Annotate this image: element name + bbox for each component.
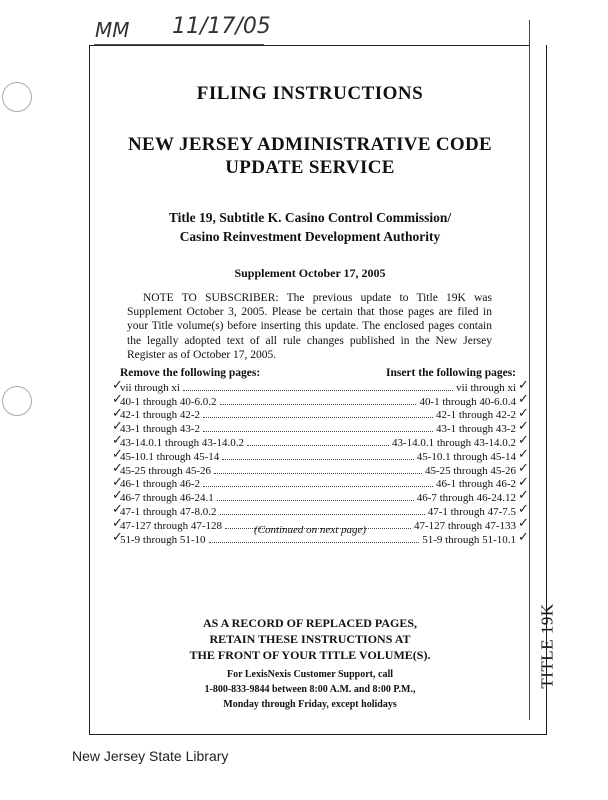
insert-pages-cell: vii through xi [456,381,516,394]
check-mark-icon: ✓ [112,433,123,449]
remove-pages-cell: 46-1 through 46-2 [120,478,201,491]
spine-tab [533,600,563,692]
remove-pages-cell: 47-1 through 47-8.0.2 [120,505,217,518]
remove-pages-cell: 43-14.0.1 through 43-14.0.2 [120,436,245,449]
remove-pages-cell: 46-7 through 46-24.1 [120,492,214,505]
dot-leader [220,514,425,515]
pages-table-header [120,367,516,379]
code-title-line2: UPDATE SERVICE [225,157,395,178]
insert-pages-header: Insert the following pages: [385,367,516,379]
dot-leader [222,459,413,460]
dot-leader [209,542,420,543]
insert-pages-cell: 51-9 through 51-10.1 [422,533,516,546]
check-mark-icon: ✓ [112,460,123,476]
check-mark-icon: ✓ [518,391,529,407]
table-row [120,435,516,449]
remove-pages-cell: 47-127 through 47-128 [120,519,223,532]
check-mark-icon: ✓ [112,516,123,531]
dot-leader [220,404,417,405]
remove-pages-header: Remove the following pages: [120,367,261,379]
remove-pages-cell: 51-9 through 51-10 [120,533,206,546]
table-row [120,490,516,504]
remove-pages-cell: 45-10.1 through 45-14 [120,450,220,463]
insert-pages-cell: 46-7 through 46-24.12 [416,492,516,505]
check-mark-icon: ✓ [518,419,529,435]
record-line2: RETAIN THESE INSTRUCTIONS AT [209,632,411,646]
insert-pages-cell: 40-1 through 40-6.0.4 [419,395,516,408]
support-line2: 1-800-833-9844 between 8:00 A.M. and 8:00 P.M., [204,684,416,695]
dot-leader [247,445,389,446]
document-title: FILING INSTRUCTIONS [196,83,424,104]
note-to-subscriber: NOTE TO SUBSCRIBER: The previous update to Title 19K was Supplement October 3, 2005. Please be certain that those pages are filed in your Title volume(s) before inserting this update. The enclosed pages contain the legally adopted text of all rule changes published in the New Jersey Register as of October 17, 2005. [127,292,492,361]
record-line3: THE FRONT OF YOUR TITLE VOLUME(S). [189,648,431,662]
record-line1: AS A RECORD OF REPLACED PAGES, [202,616,418,630]
insert-pages-cell: 43-1 through 43-2 [435,423,516,436]
table-row [120,394,516,408]
check-mark-icon: ✓ [518,405,529,421]
check-mark-icon: ✓ [112,391,123,407]
handwritten-date: 11/17/05 [172,14,271,39]
check-mark-icon: ✓ [518,488,529,504]
spine-tab-label: TITLE 19K [538,603,558,689]
insert-pages-cell: 46-1 through 46-2 [435,478,516,491]
dot-leader [214,473,422,474]
insert-pages-cell: 47-127 through 47-133 [413,519,516,532]
dot-leader [183,390,453,391]
remove-pages-cell: 45-25 through 45-26 [120,464,212,477]
dot-leader [203,431,433,432]
support-line3: Monday through Friday, except holidays [223,699,397,710]
check-mark-icon: ✓ [112,419,123,435]
support-line1: For LexisNexis Customer Support, call [226,669,393,680]
check-mark-icon: ✓ [112,474,123,490]
check-mark-icon: ✓ [518,447,529,462]
check-mark-icon: ✓ [112,488,123,504]
table-row [120,421,516,435]
table-row [120,449,516,463]
handwritten-initials: MM [95,18,130,42]
dot-leader [217,500,414,501]
check-mark-icon: ✓ [518,460,529,476]
subtitle-line1: Title 19, Subtitle K. Casino Control Commission/ [168,210,452,225]
insert-pages-cell: 45-25 through 45-26 [424,464,516,477]
insert-pages-cell: 43-14.0.1 through 43-14.0.2 [391,436,516,449]
subtitle-line2: Casino Reinvestment Development Authority [179,229,441,244]
check-mark-icon: ✓ [112,447,123,462]
check-mark-icon: ✓ [518,516,529,531]
pages-table [120,380,516,546]
dot-leader [203,486,433,487]
remove-pages-cell: vii through xi [120,381,180,394]
insert-pages-cell: 45-10.1 through 45-14 [416,450,516,463]
table-row [120,504,516,518]
check-mark-icon: ✓ [112,378,123,393]
dot-leader [203,417,433,418]
table-row [120,380,516,394]
punch-hole-top [2,82,32,112]
table-row [120,463,516,477]
continued-note: (Continued on next page) [253,524,367,536]
supplement-date: Supplement October 17, 2005 [234,266,386,280]
library-stamp: New Jersey State Library [72,748,229,764]
check-mark-icon: ✓ [518,529,529,545]
check-mark-icon: ✓ [518,378,529,393]
check-mark-icon: ✓ [112,405,123,421]
remove-pages-cell: 42-1 through 42-2 [120,409,201,422]
code-title-line1: NEW JERSEY ADMINISTRATIVE CODE [128,134,492,155]
remove-pages-cell: 43-1 through 43-2 [120,423,201,436]
table-row [120,477,516,491]
check-mark-icon: ✓ [518,474,529,490]
check-mark-icon: ✓ [518,502,529,518]
table-row [120,408,516,422]
check-mark-icon: ✓ [518,433,529,449]
check-mark-icon: ✓ [112,529,123,545]
insert-pages-cell: 47-1 through 47-7.5 [427,505,516,518]
insert-pages-cell: 42-1 through 42-2 [435,409,516,422]
check-mark-icon: ✓ [112,502,123,518]
remove-pages-cell: 40-1 through 40-6.0.2 [120,395,217,408]
punch-hole-bottom [2,386,32,416]
